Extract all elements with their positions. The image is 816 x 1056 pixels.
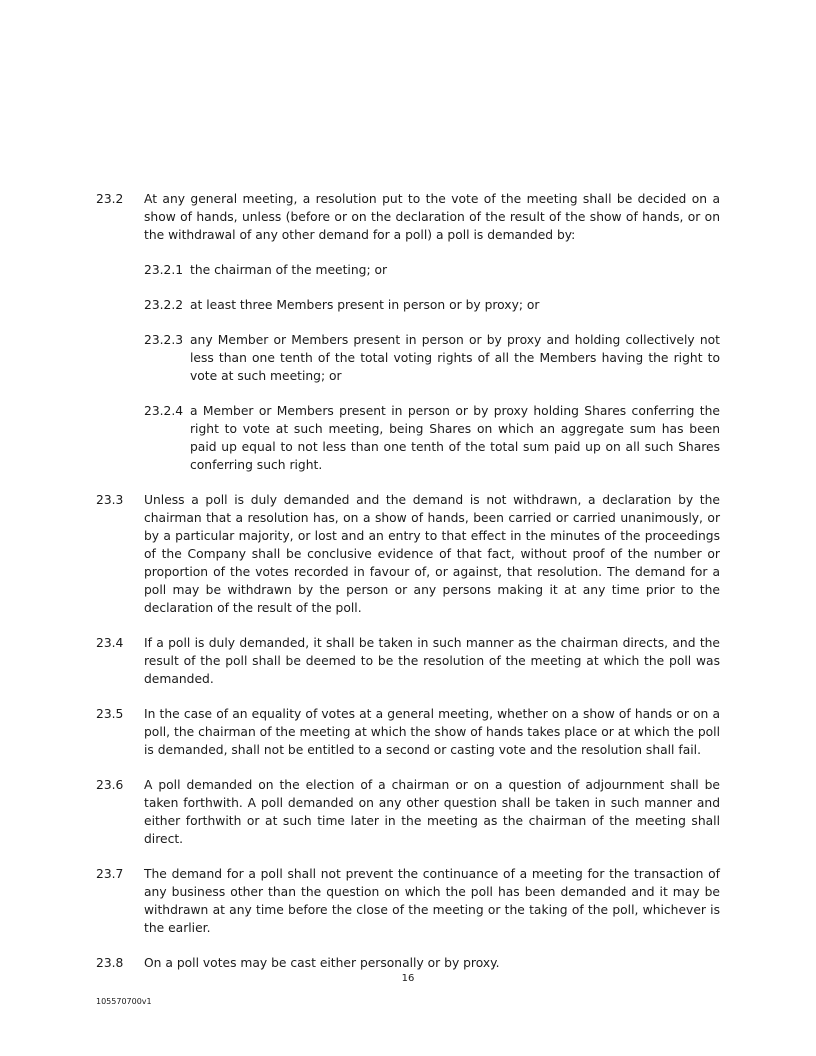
subclause-text: the chairman of the meeting; or xyxy=(190,263,388,277)
clause-23-5 xyxy=(96,705,720,759)
subclause-23-2-3 xyxy=(144,331,720,385)
clause-text: Unless a poll is duly demanded and the demand is not withdrawn, a declaration by the chairman that a resolution has, on a show of hands, been carried or carried unanimously, or by a particular majority, or lost and an entry to that effect in the minutes of the proceedings of the Company shall be conclusive evidence of that fact, without proof of the number or proportion of the votes recorded in favour of, or against, that resolution. The demand for a poll may be withdrawn by the person or any persons making it at any time prior to the declaration of the result of the poll. xyxy=(144,493,720,615)
clause-23-3 xyxy=(96,491,720,617)
clause-number: 23.4 xyxy=(96,636,124,650)
clause-23-8 xyxy=(96,954,720,972)
clause-23-6 xyxy=(96,776,720,848)
clause-text: At any general meeting, a resolution put to the vote of the meeting shall be decided on a show of hands, unless (before or on the declaration of the result of the show of hands, or on the withdrawal of any other demand for a poll) a poll is demanded by: xyxy=(144,192,720,242)
clause-text: In the case of an equality of votes at a general meeting, whether on a show of hands or on a poll, the chairman of the meeting at which the show of hands takes place or at which the poll is demanded, shall not be entitled to a second or casting vote and the resolution shall fail. xyxy=(144,707,720,757)
document-reference: 105570700v1 xyxy=(96,997,152,1006)
clause-number: 23.5 xyxy=(96,707,124,721)
clause-text: On a poll votes may be cast either personally or by proxy. xyxy=(144,956,500,970)
clause-23-7 xyxy=(96,865,720,937)
subclause-text: a Member or Members present in person or by proxy holding Shares conferring the right to vote at such meeting, being Shares on which an aggregate sum has been paid up equal to not less than one tenth of the total sum paid up on all such Shares conferring such right. xyxy=(190,404,720,472)
clause-number: 23.8 xyxy=(96,956,124,970)
subclause-23-2-1 xyxy=(144,261,720,279)
subclause-text: at least three Members present in person or by proxy; or xyxy=(190,298,540,312)
clause-number: 23.6 xyxy=(96,778,124,792)
subclause-number: 23.2.2 xyxy=(144,298,184,312)
subclause-text: any Member or Members present in person or by proxy and holding collectively not less than one tenth of the total voting rights of all the Members having the right to vote at such meeting; or xyxy=(190,333,720,383)
subclause-23-2-4 xyxy=(144,402,720,474)
page-number: 16 xyxy=(401,973,415,984)
subclause-number: 23.2.4 xyxy=(144,404,184,418)
clause-23-2 xyxy=(96,190,720,244)
clause-number: 23.7 xyxy=(96,867,124,881)
clause-number: 23.3 xyxy=(96,493,124,507)
clause-23-4 xyxy=(96,634,720,688)
clause-number: 23.2 xyxy=(96,192,124,206)
clause-text: If a poll is duly demanded, it shall be taken in such manner as the chairman directs, and the result of the poll shall be deemed to be the resolution of the meeting at which the poll was demanded. xyxy=(144,636,720,686)
subclause-number: 23.2.1 xyxy=(144,263,184,277)
document-body xyxy=(96,190,720,989)
subclause-number: 23.2.3 xyxy=(144,333,184,347)
clause-text: The demand for a poll shall not prevent the continuance of a meeting for the transaction of any business other than the question on which the poll has been demanded and it may be withdrawn at any time before the close of the meeting or the taking of the poll, whichever is the earlier. xyxy=(144,867,720,935)
clause-text: A poll demanded on the election of a chairman or on a question of adjournment shall be taken forthwith. A poll demanded on any other question shall be taken in such manner and either forthwith or at such time later in the meeting as the chairman of the meeting shall direct. xyxy=(144,778,720,846)
subclause-23-2-2 xyxy=(144,296,720,314)
